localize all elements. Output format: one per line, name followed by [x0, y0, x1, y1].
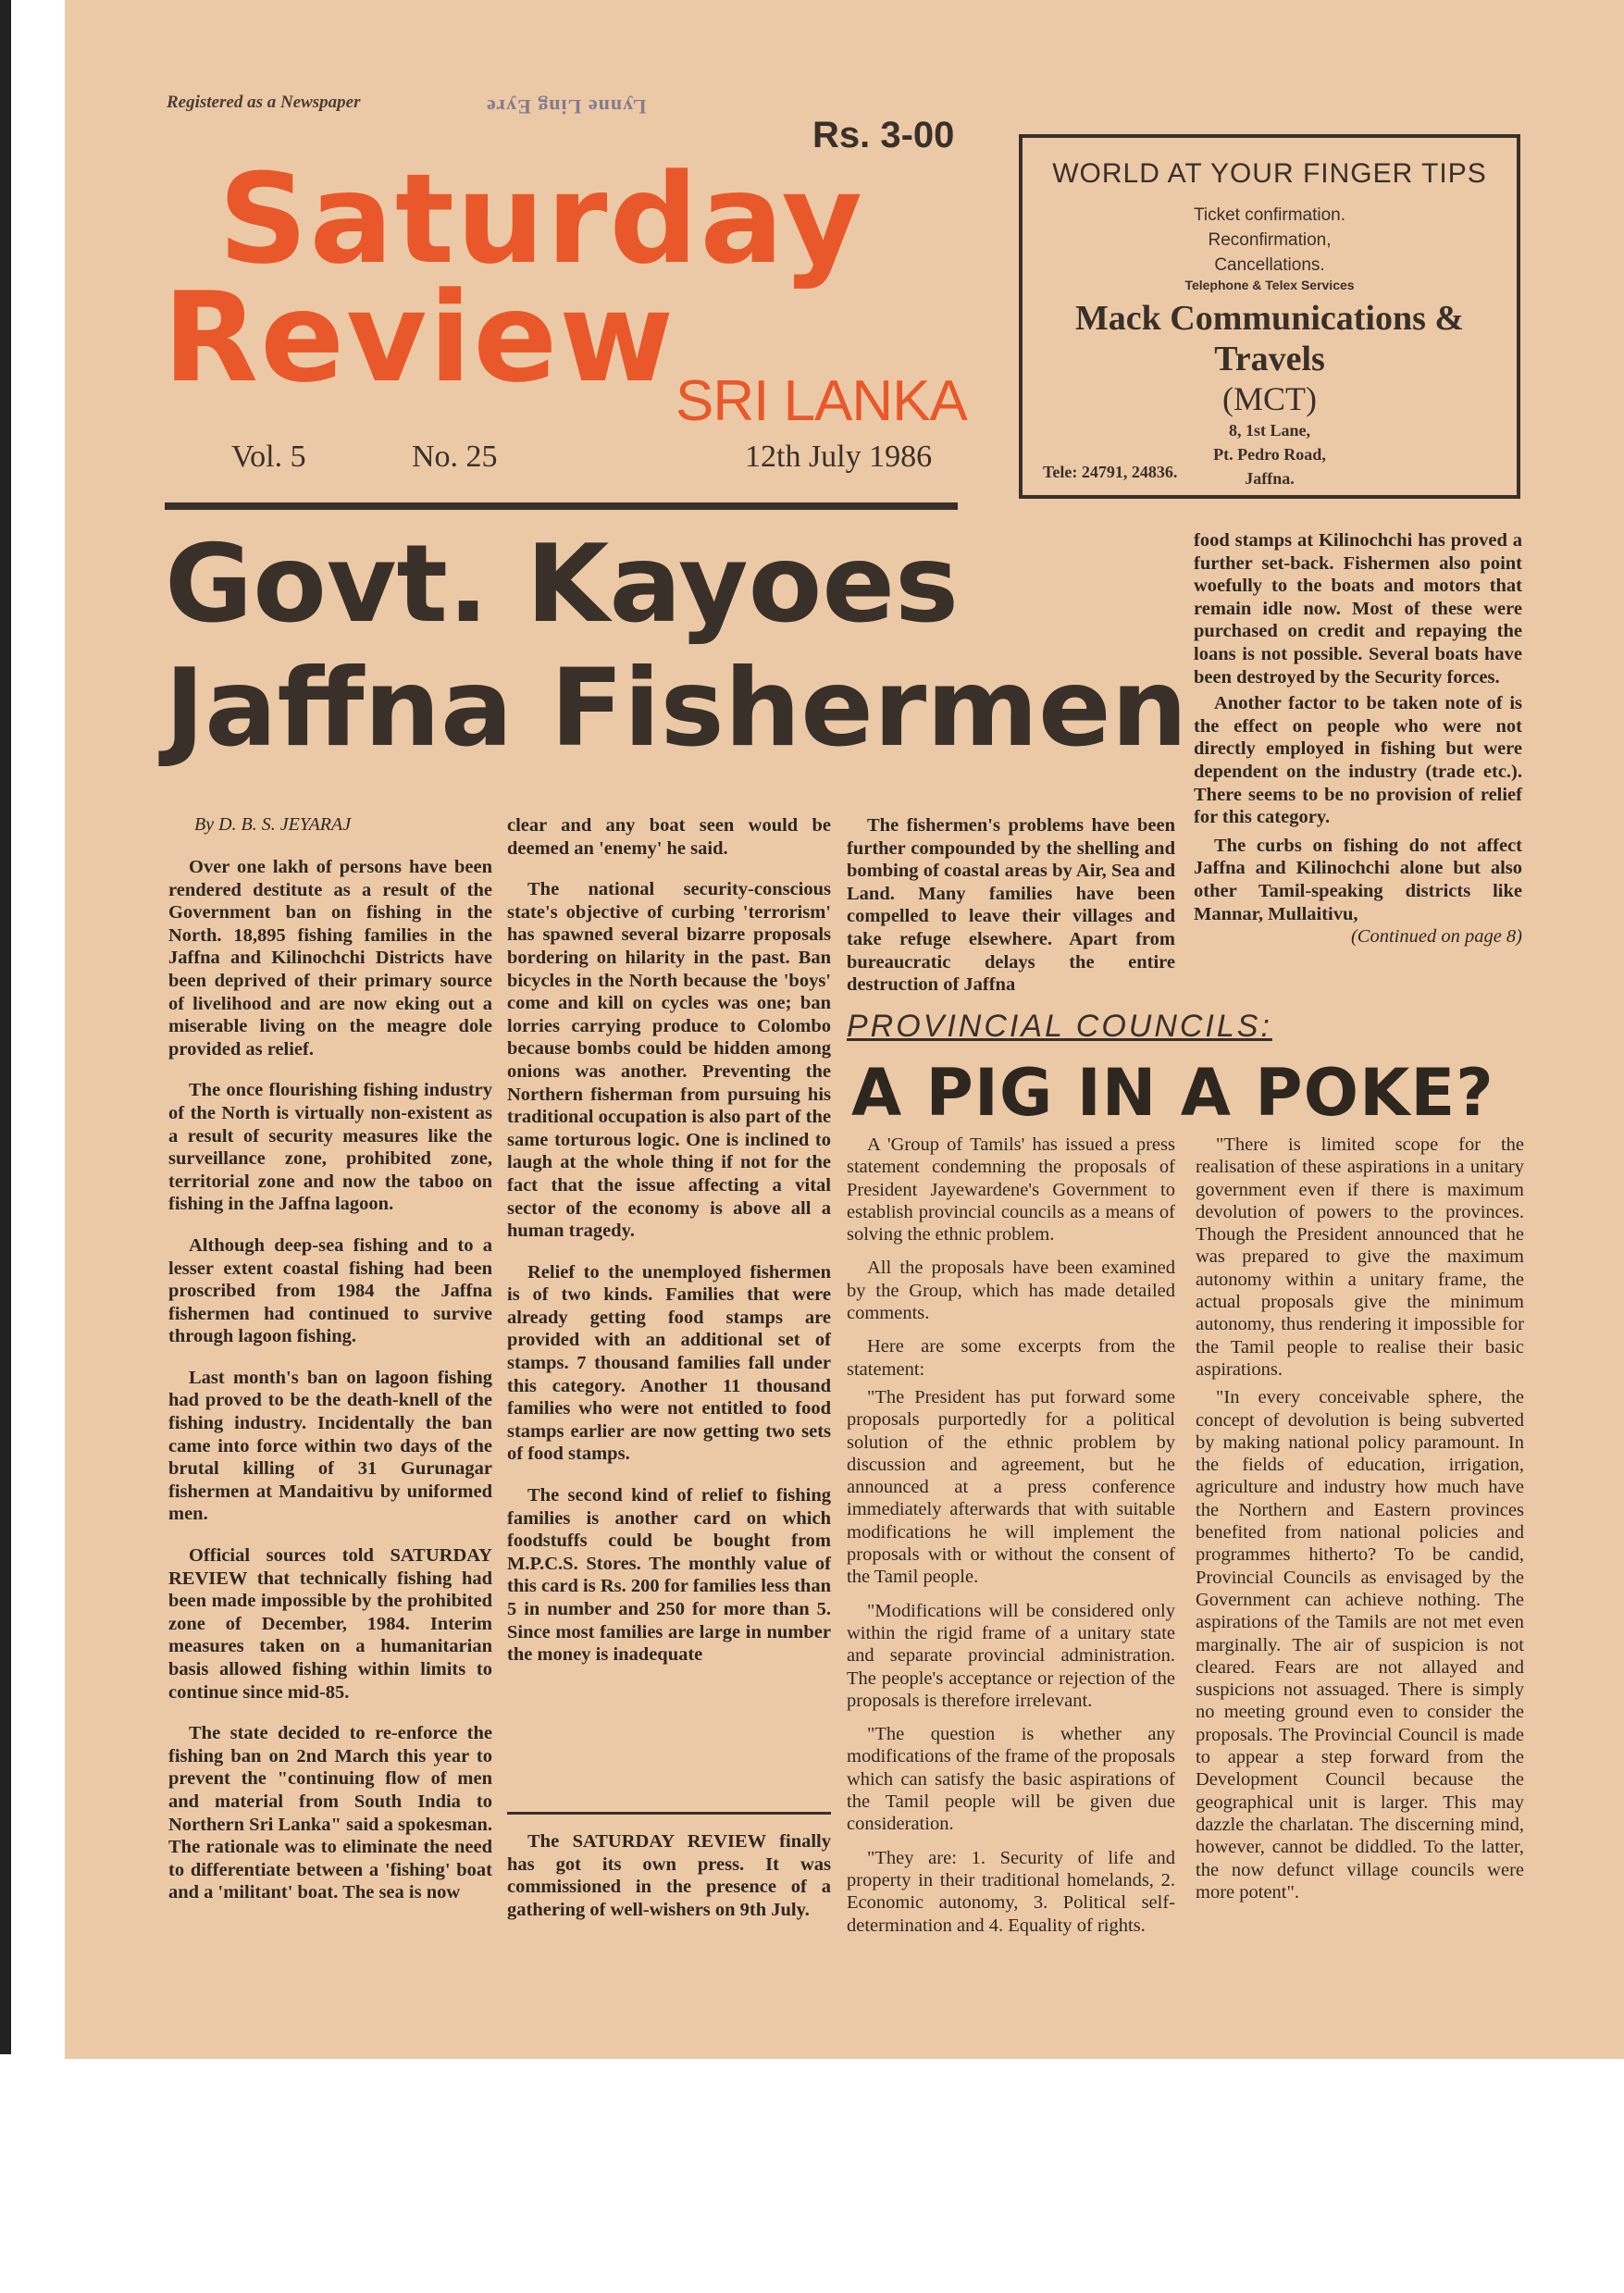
paragraph: All the proposals have been examined by the Group, which has made detailed comments.: [847, 1258, 1175, 1324]
advert-services: Telephone & Telex Services: [1184, 278, 1355, 292]
paragraph: The national security-conscious state's objective of curbing 'terrorism' has spawned several bizarre proposals bordering on hilarity in the past. Ban bicycles in the North because the 'boys' come and kill on cycles was one; ban lorries carrying produce to Colombo because bombs could be hidden among onions was another. Preventing the Northern fisherman from pursuing his traditional occupation is also part of the same torturous logic. One is inclined to laugh at the whole thing if not for the fact that the issue affecting a vital sector of the economy is above all a human tragedy.: [507, 879, 831, 1242]
paragraph: "Modifications will be considered only within the rigid frame of a unitary state and separate provincial administration. The people's acceptance or rejection of the proposals is therefore irrelevant.: [847, 1600, 1175, 1711]
price: Rs. 3-00: [812, 115, 955, 155]
paragraph: "The President has put forward some proposals purportedly for a political solution of the ethnic problem by discussion and agreement, but he announced at a press conference immediately afterwards that with suitable modifications he will implement the proposals with or without the consent of the Tamil people.: [847, 1386, 1175, 1588]
continued-note: (Continued on page 8): [1350, 926, 1522, 948]
advert-abbr: (MCT): [1222, 380, 1317, 417]
masthead-line-2: Review: [163, 266, 676, 410]
lead-column-3: [847, 814, 1175, 1015]
paragraph: The once flourishing fishing industry of the North is virtually non-existent as a result of security measures like the surveillance zone, prohibited zone, territorial zone and now the taboo on fishing in the Jaffna lagoon.: [168, 1080, 492, 1215]
second-column-1: [847, 1134, 1175, 1937]
travel-advert: [1019, 134, 1520, 499]
paragraph: Here are some excerpts from the statement:: [847, 1336, 1175, 1380]
lead-column-2: [507, 814, 831, 1685]
second-column-2: [1196, 1134, 1524, 1903]
advert-line: Cancellations.: [1214, 255, 1325, 275]
advert-address: Jaffna.: [1245, 469, 1295, 488]
lead-column-1: [168, 856, 492, 1923]
paragraph: Another factor to be taken note of is the effect on people who were not directly employed in fishing but were dependent on the industry (trade etc.). There seems to be no provision of relief for this category.: [1194, 693, 1522, 828]
advert-telephone: Tele: 24791, 24836.: [1043, 463, 1178, 481]
paragraph: The second kind of relief to fishing families is another card on which foodstuffs could be bought from M.P.C.S. Stores. The monthly value of this card is Rs. 200 for families less than 5 in number and 250 for more than 5. Since most families are large in number the money is inadequate: [507, 1485, 831, 1666]
advert-heading: WORLD AT YOUR FINGER TIPS: [1052, 158, 1487, 189]
paragraph: "There is limited scope for the realisation of these aspirations in a unitary government even if there is maximum devolution of powers to the provinces. Though the President announced that he was prepared to give the maximum autonomy within a unitary frame, the actual proposals give the minimum autonomy, thus rendering it impossible for the Tamil people to realise their basic aspirations.: [1196, 1134, 1524, 1380]
paragraph: Although deep-sea fishing and to a lesser extent coastal fishing had been proscribed from 1984 the Jaffna fishermen had continued to survive through lagoon fishing.: [168, 1234, 492, 1347]
column-divider: [507, 1812, 831, 1815]
advert-line: Ticket confirmation.: [1193, 205, 1345, 225]
paragraph: Official sources told SATURDAY REVIEW that technically fishing had been made impossible by the prohibited zone of December, 1984. Interim measures taken on a humanitarian basis allowed fishing within limits to continue since mid-85.: [168, 1545, 492, 1703]
paragraph: The fishermen's problems have been further compounded by the shelling and bombing of coastal areas by Air, Sea and Land. Many families have been compelled to leave their villages and take refuge elsewhere. Apart from bureaucratic delays the entire destruction of Jaffna: [847, 815, 1175, 996]
paragraph: The SATURDAY REVIEW finally has got its own press. It was commissioned in the presence of a gathering of well-wishers on 9th July.: [507, 1831, 831, 1920]
lead-column-4: [1194, 529, 1522, 948]
ink-stamp: Lynne Ling Eyre: [486, 95, 647, 118]
paragraph: "The question is whether any modifications of the frame of the proposals which can satisfy the basic aspirations of the Tamil people will be given due consideration.: [847, 1724, 1175, 1835]
advert-line: Reconfirmation,: [1208, 230, 1332, 250]
issue-date: 12th July 1986: [745, 440, 933, 474]
advert-address: 8, 1st Lane,: [1228, 421, 1310, 440]
issue-number: No. 25: [412, 440, 498, 474]
paragraph: A 'Group of Tamils' has issued a press statement condemning the proposals of President Jayewardene's Government to establish provincial councils as a means of solving the ethnic problem.: [847, 1134, 1175, 1246]
lead-headline-line-1: Govt. Kayoes: [165, 522, 960, 647]
paragraph: Last month's ban on lagoon fishing had proved to be the death-knell of the fishing industry. Incidentally the ban came into force within two days of the brutal killing of 31 Gurunagar fishermen at Mandaitivu by uniformed men.: [168, 1367, 492, 1525]
paragraph: The curbs on fishing do not affect Jaffna and Kilinochchi alone but also other Tamil-speaking districts like Mannar, Mullaitivu,: [1194, 835, 1522, 924]
paragraph: Relief to the unemployed fishermen is of two kinds. Families that were already getting food stamps are provided with an additional set of stamps. 7 thousand families fall under this category. Another 11 thousand families who were not entitled to food stamps earlier are now getting two sets of food stamps.: [507, 1261, 831, 1465]
lead-headline-line-2: Jaffna Fishermen: [165, 646, 1188, 771]
paragraph: food stamps at Kilinochchi has proved a further set-back. Fishermen also point woefully to the boats and motors that remain idle now. Most of these were purchased on credit and repaying the loans is not possible. Several boats have been destroyed by the Security forces.: [1194, 530, 1522, 688]
paragraph: The state decided to re-enforce the fishing ban on 2nd March this year to prevent the "continuing flow of men and material from South India to Northern Sri Lanka" said a spokesman. The rationale was to eliminate the need to differentiate between a 'fishing' boat and a 'militant' boat. The sea is now: [168, 1723, 492, 1903]
scan-edge: [0, 0, 11, 2054]
country-logo: SRI LANKA: [676, 369, 967, 433]
masthead-line-1: Saturday: [218, 147, 865, 291]
newspaper-page: [65, 0, 1624, 2059]
second-headline: A PIG IN A POKE?: [851, 1055, 1494, 1131]
registration-note: Registered as a Newspaper: [167, 93, 361, 112]
lead-headline: [165, 523, 1187, 771]
masthead-rule: [165, 502, 958, 510]
section-kicker: PROVINCIAL COUNCILS:: [847, 1009, 1272, 1044]
advert-address: Pt. Pedro Road,: [1213, 445, 1326, 464]
paragraph: Over one lakh of persons have been rendered destitute as a result of the Government ban on fishing in the North. 18,895 fishing families in the Jaffna and Kilinochchi Districts have been deprived of their primary source of livelihood and are now eking out a miserable living on the meagre dole provided as relief.: [168, 857, 492, 1060]
byline: By D. B. S. JEYARAJ: [194, 814, 352, 835]
paragraph: "They are: 1. Security of life and property in their traditional homelands, 2. Economic autonomy, 3. Political self-determination and 4. Equality of rights.: [847, 1847, 1175, 1936]
volume: Vol. 5: [231, 440, 306, 474]
paragraph: clear and any boat seen would be deemed an 'enemy' he said.: [507, 815, 831, 859]
press-note: [507, 1830, 831, 1940]
advert-company: Mack Communications & Travels: [1074, 299, 1465, 378]
paragraph: "In every conceivable sphere, the concept of devolution is being subverted by making national policy paramount. In the fields of education, irrigation, agriculture and industry how much have the Northern and Eastern provinces benefited from national policies and programmes hitherto? To be candid, Provincial Councils as envisaged by the Government can achieve nothing. The aspirations of the Tamils are not met even marginally. The air of suspicion is not cleared. Fears are not allayed and suspicions not assuaged. There is simply no meeting ground even to consider the proposals. The Provincial Council is made to appear a step forward from the Development Council because the geographical unit is larger. This may dazzle the charlatan. The discerning mind, however, cannot be diddled. To the latter, the now defunct village councils were more potent".: [1196, 1387, 1524, 1903]
